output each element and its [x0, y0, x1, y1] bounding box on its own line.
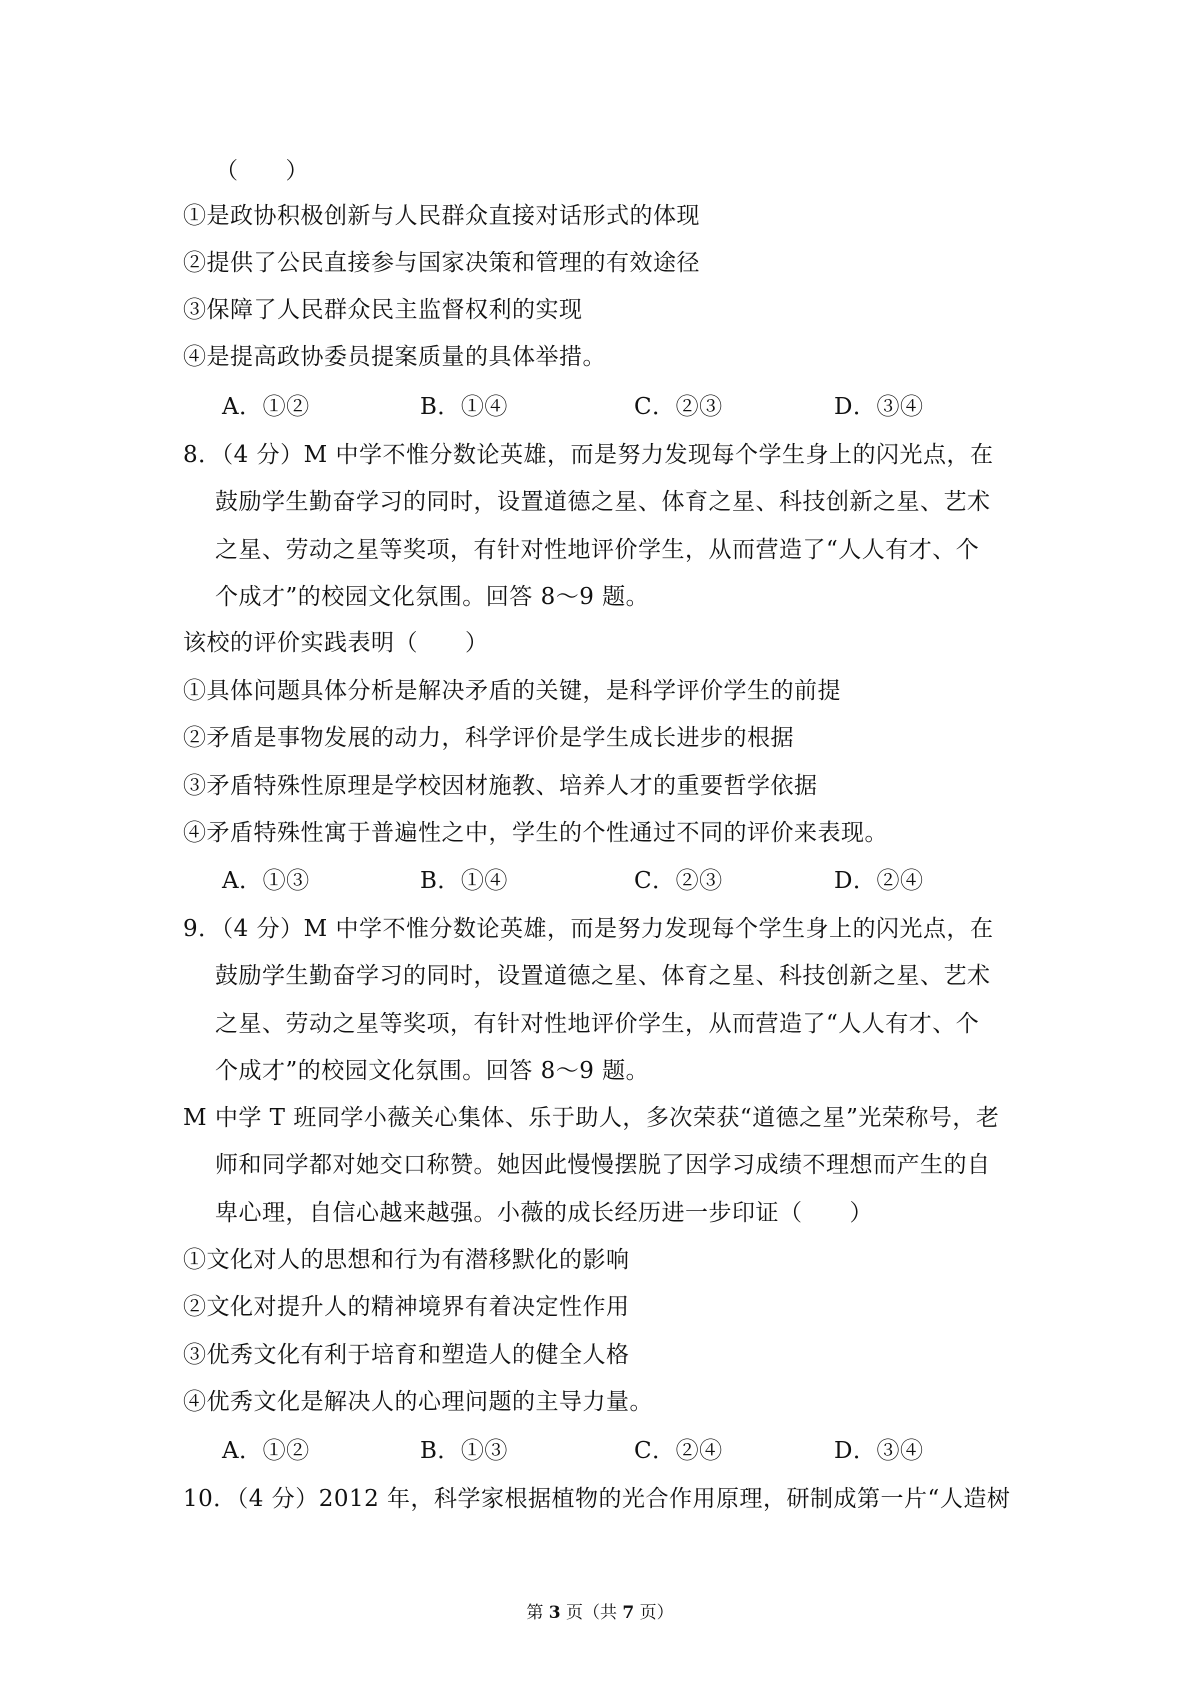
q10-stem-line-1: 10．（4 分）2012 年，科学家根据植物的光合作用原理，研制成第一片“人造树 [183, 1486, 1011, 1512]
q9-item-3: ③优秀文化有利于培育和塑造人的健全人格 [183, 1342, 630, 1368]
q9-question-line-2: 师和同学都对她交口称赞。她因此慢慢摆脱了因学习成绩不理想而产生的自 [215, 1152, 991, 1178]
q8-item-3: ③矛盾特殊性原理是学校因材施教、培养人才的重要哲学依据 [183, 773, 818, 799]
footer-total-pages: 7 [622, 1603, 635, 1623]
q8-option-b: B．①④ [420, 868, 508, 894]
q9-item-2: ②文化对提升人的精神境界有着决定性作用 [183, 1294, 630, 1320]
q7-item-3: ③保障了人民群众民主监督权利的实现 [183, 297, 583, 323]
q9-item-1: ①文化对人的思想和行为有潜移默化的影响 [183, 1247, 630, 1273]
q9-question-line-1: M 中学 T 班同学小薇关心集体、乐于助人，多次荣获“道德之星”光荣称号，老 [183, 1105, 1000, 1131]
q8-option-d: D．②④ [834, 868, 924, 894]
q8-item-2: ②矛盾是事物发展的动力，科学评价是学生成长进步的根据 [183, 725, 794, 751]
q9-stem-line-4: 个成才”的校园文化氛围。回答 8～9 题。 [215, 1058, 650, 1084]
footer-suffix: 页） [634, 1603, 674, 1623]
q9-option-c: C．②④ [634, 1438, 723, 1464]
q8-stem-line-4: 个成才”的校园文化氛围。回答 8～9 题。 [215, 584, 650, 610]
q9-stem-line-2: 鼓励学生勤奋学习的同时，设置道德之星、体育之星、科技创新之星、艺术 [215, 963, 991, 989]
q9-question-line-3: 卑心理，自信心越来越强。小薇的成长经历进一步印证（ ） [215, 1200, 873, 1226]
q8-item-4: ④矛盾特殊性寓于普遍性之中，学生的个性通过不同的评价来表现。 [183, 820, 888, 846]
q7-answer-bracket: （ ） [215, 158, 309, 184]
q7-item-2: ②提供了公民直接参与国家决策和管理的有效途径 [183, 250, 700, 276]
q7-option-c: C．②③ [634, 394, 723, 420]
q7-item-1: ①是政协积极创新与人民群众直接对话形式的体现 [183, 203, 700, 229]
q9-options [222, 1436, 1022, 1466]
page-footer [0, 1601, 1200, 1625]
q8-stem-line-3: 之星、劳动之星等奖项，有针对性地评价学生，从而营造了“人人有才、个 [215, 537, 980, 563]
q8-stem-line-1: 8．（4 分）M 中学不惟分数论英雄，而是努力发现每个学生身上的闪光点，在 [183, 442, 994, 468]
q9-option-b: B．①③ [420, 1438, 508, 1464]
q9-option-d: D．③④ [834, 1438, 924, 1464]
q7-option-d: D．③④ [834, 394, 924, 420]
q8-options [222, 866, 1022, 896]
q7-option-b: B．①④ [420, 394, 508, 420]
q7-option-a: A．①② [222, 394, 310, 420]
q7-options [222, 392, 1022, 422]
q9-item-4: ④优秀文化是解决人的心理问题的主导力量。 [183, 1389, 653, 1415]
q8-stem-line-2: 鼓励学生勤奋学习的同时，设置道德之星、体育之星、科技创新之星、艺术 [215, 489, 991, 515]
footer-middle: 页（共 [560, 1603, 623, 1623]
q9-stem-line-3: 之星、劳动之星等奖项，有针对性地评价学生，从而营造了“人人有才、个 [215, 1011, 980, 1037]
q8-option-c: C．②③ [634, 868, 723, 894]
q8-option-a: A．①③ [222, 868, 310, 894]
q8-question: 该校的评价实践表明（ ） [183, 630, 489, 656]
q9-stem-line-1: 9．（4 分）M 中学不惟分数论英雄，而是努力发现每个学生身上的闪光点，在 [183, 916, 994, 942]
q8-item-1: ①具体问题具体分析是解决矛盾的关键，是科学评价学生的前提 [183, 678, 841, 704]
footer-prefix: 第 [526, 1603, 549, 1623]
footer-page-number: 3 [548, 1603, 561, 1623]
q9-option-a: A．①② [222, 1438, 310, 1464]
q7-item-4: ④是提高政协委员提案质量的具体举措。 [183, 344, 606, 370]
